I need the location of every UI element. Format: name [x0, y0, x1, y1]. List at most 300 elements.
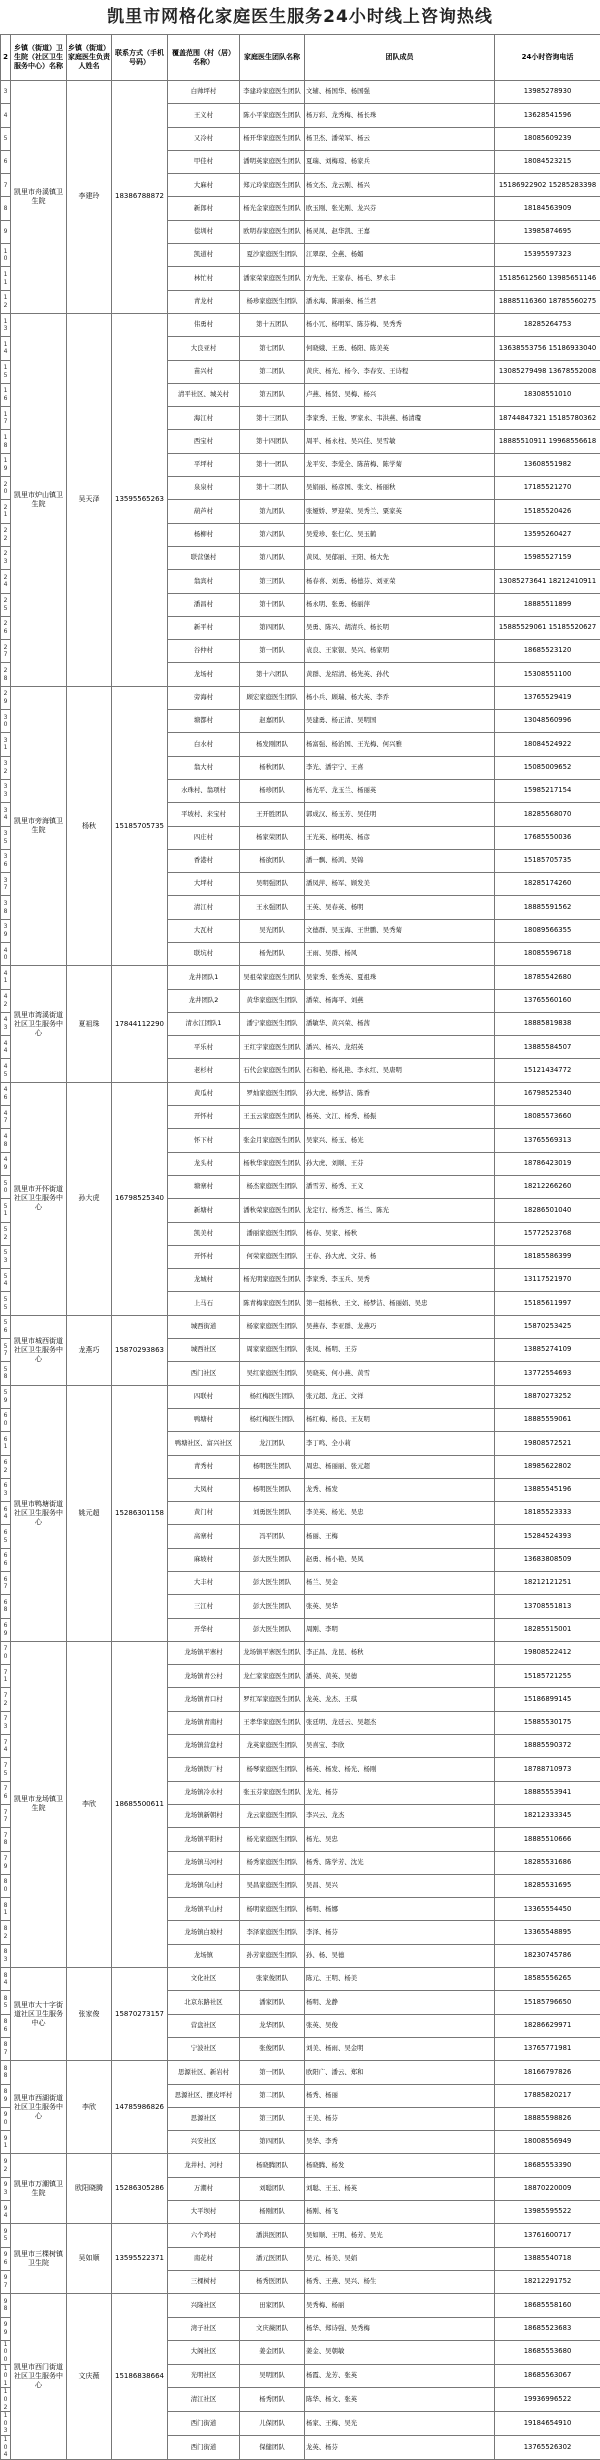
team-cell: 杨发刚团队: [240, 733, 305, 756]
team-cell: 龙华团队: [240, 2014, 305, 2037]
hotline-cell: 18230745786: [495, 1944, 600, 1967]
coverage-cell: 联营堡村: [168, 546, 240, 569]
leader-phone-cell: 15185705735: [112, 686, 168, 966]
coverage-cell: 鸭塘社区、富兴社区: [168, 1432, 240, 1455]
team-cell: 杨家荣团队: [240, 826, 305, 849]
members-cell: 吴元、杨美、吴娟: [305, 2247, 495, 2270]
team-cell: 李建玲家庭医生团队: [240, 81, 305, 104]
hotline-cell: 13708551813: [495, 1595, 600, 1618]
team-cell: 赵嘉团队: [240, 710, 305, 733]
coverage-cell: 六个鸡村: [168, 2224, 240, 2247]
coverage-cell: 龙场镇铁厂村: [168, 1758, 240, 1781]
row-number-cell: 8: [1, 197, 11, 220]
members-cell: 杨晓腾、杨发: [305, 2154, 495, 2177]
row-number-cell: 38: [1, 896, 11, 919]
members-cell: 李美英、杨光、吴忠: [305, 1502, 495, 1525]
members-cell: 李兴云、龙杰: [305, 1804, 495, 1827]
coverage-cell: 翁大村: [168, 756, 240, 779]
row-number-cell: 62: [1, 1455, 11, 1478]
team-cell: 杨秀医团队: [240, 2270, 305, 2293]
team-cell: 潘宁家庭医生团队: [240, 1012, 305, 1035]
coverage-cell: 龙场镇营盘村: [168, 1735, 240, 1758]
members-cell: 潘永海、陈丽秦、杨兰君: [305, 290, 495, 313]
hotline-cell: 13683808509: [495, 1548, 600, 1571]
hotline-cell: 18285515001: [495, 1618, 600, 1641]
row-number-cell: 56: [1, 1315, 11, 1338]
team-cell: 杨明医生团队: [240, 1478, 305, 1501]
members-cell: 郭成汉、杨玉芳、吴佳明: [305, 803, 495, 826]
row-number-cell: 34: [1, 803, 11, 826]
team-cell: 王孝华家庭医生团队: [240, 1711, 305, 1734]
hotline-cell: 18870220009: [495, 2177, 600, 2200]
coverage-cell: 苗兴村: [168, 360, 240, 383]
members-cell: 杨秀、王燕、吴兴、杨生: [305, 2270, 495, 2293]
members-cell: 李丁鸣、全小莉: [305, 1432, 495, 1455]
row-number-cell: 92: [1, 2154, 11, 2177]
team-cell: 杨先团队: [240, 942, 305, 965]
coverage-cell: 龙头村: [168, 1152, 240, 1175]
row-number-cell: 37: [1, 873, 11, 896]
members-cell: 吴华、李秀: [305, 2131, 495, 2154]
team-cell: 黄华家庭医生团队: [240, 989, 305, 1012]
coverage-cell: 龙场镇新朝村: [168, 1804, 240, 1827]
leader-phone-cell: 13595522371: [112, 2224, 168, 2294]
coverage-cell: 龙城村: [168, 1269, 240, 1292]
members-cell: 孙大虎、刘顺、王芬: [305, 1152, 495, 1175]
page-title: 凯里市网格化家庭医生服务24小时线上咨询热线: [0, 0, 600, 34]
row-number-cell: 81: [1, 1898, 11, 1921]
coverage-cell: 平坪村: [168, 453, 240, 476]
members-cell: 潘英、黄英、吴德: [305, 1665, 495, 1688]
row-number-cell: 86: [1, 2014, 11, 2037]
row-number-cell: 23: [1, 546, 11, 569]
team-cell: 第十五团队: [240, 313, 305, 336]
row-number-cell: 73: [1, 1711, 11, 1734]
row-number-cell: 5: [1, 127, 11, 150]
members-cell: 龙英、龙杰、王琪: [305, 1688, 495, 1711]
team-cell: 杨杰家庭医生团队: [240, 1175, 305, 1198]
team-cell: 吴昌家庭医生团队: [240, 1874, 305, 1897]
members-cell: 姜金、吴朝敏: [305, 2340, 495, 2364]
members-cell: 吴爱珍、张仁亿、吴玉鹤: [305, 523, 495, 546]
town-cell: 凯里市三棵树镇卫生院: [11, 2224, 67, 2294]
row-number-cell: 94: [1, 2201, 11, 2224]
row-number-cell: 47: [1, 1106, 11, 1129]
hotline-cell: 13595260427: [495, 523, 600, 546]
coverage-cell: 思源社区、摆皮坪村: [168, 2084, 240, 2107]
hotline-cell: 13885540718: [495, 2247, 600, 2270]
row-number-cell: 40: [1, 942, 11, 965]
hotline-cell: 18285568070: [495, 803, 600, 826]
leader-cell: 李欣: [67, 1641, 112, 1967]
header-town: 乡镇（街道）卫生院（社区卫生服务中心）名称: [11, 35, 67, 81]
coverage-cell: 龙场镇乌山村: [168, 1874, 240, 1897]
coverage-cell: 香港村: [168, 849, 240, 872]
leader-phone-cell: 15870273157: [112, 1968, 168, 2061]
table-row: [1, 1385, 600, 1408]
hotline-cell: 18185523333: [495, 1502, 600, 1525]
row-number-cell: 24: [1, 570, 11, 593]
row-number-cell: 75: [1, 1758, 11, 1781]
hotline-cell: 18286501040: [495, 1199, 600, 1222]
coverage-cell: 龙井团队1: [168, 966, 240, 989]
town-cell: 凯里市鸭塘街道社区卫生服务中心: [11, 1385, 67, 1641]
team-cell: 欧明春家庭医生团队: [240, 220, 305, 243]
coverage-cell: 杨柳村: [168, 523, 240, 546]
table-row: [1, 2154, 600, 2177]
members-cell: 吴建勇、杨正清、吴明国: [305, 710, 495, 733]
members-cell: 江翠琛、全燕、杨媚: [305, 244, 495, 267]
members-cell: 潘凤萍、杨军、顾发美: [305, 873, 495, 896]
town-cell: 凯里市城西街道社区卫生服务中心: [11, 1315, 67, 1385]
coverage-cell: 海江村: [168, 407, 240, 430]
row-number-cell: 64: [1, 1502, 11, 1525]
members-cell: 潘雪芳、杨秀、王义: [305, 1175, 495, 1198]
row-number-cell: 80: [1, 1874, 11, 1897]
hotline-cell: 15870253425: [495, 1315, 600, 1338]
town-cell: 凯里市龙场镇卫生院: [11, 1641, 67, 1967]
table-row: [1, 2061, 600, 2084]
row-number-cell: 99: [1, 2317, 11, 2340]
hotline-cell: 13772554693: [495, 1362, 600, 1385]
row-number-cell: 63: [1, 1478, 11, 1501]
coverage-cell: 黄瓜村: [168, 1082, 240, 1105]
members-cell: 杨刚、杨飞: [305, 2201, 495, 2224]
members-cell: 孙大虎、杨梦洁、陈香: [305, 1082, 495, 1105]
team-cell: 陈小平家庭医生团队: [240, 104, 305, 127]
row-number-cell: 61: [1, 1432, 11, 1455]
hotline-cell: 19936996522: [495, 2388, 600, 2412]
members-cell: 王光英、杨明英、杨彦: [305, 826, 495, 849]
row-number-cell: 14: [1, 337, 11, 360]
members-cell: 杨明、龙静: [305, 1991, 495, 2014]
team-cell: 张家俊团队: [240, 1968, 305, 1991]
team-cell: 杨刚团队: [240, 2201, 305, 2224]
hotline-cell: 15985217154: [495, 779, 600, 802]
coverage-cell: 凯美村: [168, 1222, 240, 1245]
row-number-cell: 72: [1, 1688, 11, 1711]
members-cell: 夏瑞、刘梅琼、杨家兵: [305, 150, 495, 173]
leader-cell: 张家俊: [67, 1968, 112, 2061]
hotline-cell: 18885591562: [495, 896, 600, 919]
row-number-cell: 35: [1, 826, 11, 849]
coverage-cell: 上马石: [168, 1292, 240, 1315]
members-cell: 杨春喜、刘勇、杨德芬、刘亚荣: [305, 570, 495, 593]
town-cell: 凯里市舟溪镇卫生院: [11, 81, 67, 314]
team-cell: 第七团队: [240, 337, 305, 360]
town-cell: 凯里市西门街道社区卫生服务中心: [11, 2294, 67, 2460]
hotline-cell: 15772523768: [495, 1222, 600, 1245]
team-cell: 彭大医生团队: [240, 1595, 305, 1618]
team-cell: 张玉芬家庭医生团队: [240, 1781, 305, 1804]
hotline-cell: 13765526302: [495, 2435, 600, 2459]
members-cell: 刘聪、王玉、杨英: [305, 2177, 495, 2200]
hotline-cell: 18885510666: [495, 1828, 600, 1851]
team-cell: 第十六团队: [240, 663, 305, 686]
row-number-cell: 91: [1, 2131, 11, 2154]
hotline-cell: 15186899145: [495, 1688, 600, 1711]
team-cell: 杨光家庭医生团队: [240, 1828, 305, 1851]
coverage-cell: 城西街道: [168, 1315, 240, 1338]
members-cell: 吴昌、吴兴: [305, 1874, 495, 1897]
members-cell: 刘美、杨雨、吴金明: [305, 2037, 495, 2060]
hotline-table: [0, 34, 600, 2460]
team-cell: 潘家团队: [240, 1991, 305, 2014]
table-row: [1, 966, 600, 989]
team-cell: 保健团队: [240, 2435, 305, 2459]
coverage-cell: 西门社区: [168, 1362, 240, 1385]
team-cell: 第一团队: [240, 640, 305, 663]
members-cell: 黄群、龙绍清、杨先英、孙代: [305, 663, 495, 686]
team-cell: 刘聪团队: [240, 2177, 305, 2200]
members-cell: 张英、吴俊: [305, 2014, 495, 2037]
team-cell: 第八团队: [240, 546, 305, 569]
coverage-cell: 光明社区: [168, 2364, 240, 2388]
row-number-cell: 65: [1, 1525, 11, 1548]
hotline-cell: 15308551100: [495, 663, 600, 686]
leader-cell: 吴天泽: [67, 313, 112, 686]
coverage-cell: 翁宾村: [168, 570, 240, 593]
row-number-cell: 102: [1, 2388, 11, 2412]
members-cell: 杨春、吴家、杨秋: [305, 1222, 495, 1245]
hotline-cell: 18285264753: [495, 313, 600, 336]
town-cell: 凯里市炉山镇卫生院: [11, 313, 67, 686]
hotline-cell: 13117521970: [495, 1269, 600, 1292]
hotline-cell: 18212266260: [495, 1175, 600, 1198]
hotline-cell: 19808572521: [495, 1432, 600, 1455]
coverage-cell: 新塘村: [168, 1199, 240, 1222]
table-row: [1, 686, 600, 709]
members-cell: 吴秀梅、杨丽: [305, 2294, 495, 2317]
row-number-cell: 49: [1, 1152, 11, 1175]
row-number-cell: 13: [1, 313, 11, 336]
members-cell: 欧玉刚、张光刚、龙兴芬: [305, 197, 495, 220]
row-number-cell: 31: [1, 733, 11, 756]
coverage-cell: 平坡村、来宝村: [168, 803, 240, 826]
hotline-cell: 18308551010: [495, 383, 600, 406]
members-cell: 李光、潘宇宁、王喜: [305, 756, 495, 779]
hotline-cell: 18870273252: [495, 1385, 600, 1408]
team-cell: 第二团队: [240, 360, 305, 383]
hotline-cell: 13638553756 15186933040: [495, 337, 600, 360]
coverage-cell: 凯道村: [168, 244, 240, 267]
members-cell: 杨红梅、杨良、王友明: [305, 1408, 495, 1431]
row-number-cell: 6: [1, 150, 11, 173]
row-number-cell: 71: [1, 1665, 11, 1688]
hotline-cell: 13985874695: [495, 220, 600, 243]
row-number-cell: 26: [1, 616, 11, 639]
coverage-cell: 联坑村: [168, 942, 240, 965]
coverage-cell: 新郎村: [168, 197, 240, 220]
hotline-cell: 13885274109: [495, 1339, 600, 1362]
members-cell: 周平、杨永柱、吴兴佳、吴雪敏: [305, 430, 495, 453]
team-cell: 杨红梅医生团队: [240, 1385, 305, 1408]
team-cell: 儿保团队: [240, 2412, 305, 2436]
hotline-cell: 18885819838: [495, 1012, 600, 1035]
row-number-cell: 96: [1, 2247, 11, 2270]
row-number-cell: 50: [1, 1175, 11, 1198]
hotline-cell: 18285531695: [495, 1874, 600, 1897]
row-number-cell: 89: [1, 2084, 11, 2107]
coverage-cell: 开怀村: [168, 1106, 240, 1129]
row-number-cell: 67: [1, 1572, 11, 1595]
members-cell: 王春、孙大虎、文芬、杨: [305, 1245, 495, 1268]
row-number-cell: 25: [1, 593, 11, 616]
coverage-cell: 新平村: [168, 616, 240, 639]
team-cell: 姜金团队: [240, 2340, 305, 2364]
members-cell: 李正昌、龙昆、杨秋: [305, 1641, 495, 1664]
hotline-cell: 15185721255: [495, 1665, 600, 1688]
leader-cell: 龙燕巧: [67, 1315, 112, 1385]
members-cell: 龙英、杨芬: [305, 2435, 495, 2459]
row-number-cell: 97: [1, 2270, 11, 2293]
team-cell: 第四团队: [240, 616, 305, 639]
members-cell: 张凤、杨明、王芬: [305, 1339, 495, 1362]
members-cell: 方先先、王家春、杨毛、罗永丰: [305, 267, 495, 290]
members-cell: 龙光、杨芬: [305, 1781, 495, 1804]
team-cell: 第二团队: [240, 2084, 305, 2107]
team-cell: 罗灿家庭医生团队: [240, 1082, 305, 1105]
hotline-cell: 18085596718: [495, 942, 600, 965]
coverage-cell: 龙场镇马河村: [168, 1851, 240, 1874]
hotline-cell: 13365554450: [495, 1898, 600, 1921]
team-cell: 第四团队: [240, 2131, 305, 2154]
row-number-cell: 87: [1, 2037, 11, 2060]
team-cell: 吴明团队: [240, 2364, 305, 2388]
row-number-cell: 10: [1, 244, 11, 267]
row-number-cell: 76: [1, 1781, 11, 1804]
coverage-cell: 青秀村: [168, 1455, 240, 1478]
hotline-cell: 18685523120: [495, 640, 600, 663]
coverage-cell: 清水江团队1: [168, 1012, 240, 1035]
team-cell: 龙英家庭医生团队: [240, 1735, 305, 1758]
row-number-cell: 82: [1, 1921, 11, 1944]
row-number-cell: 39: [1, 919, 11, 942]
hotline-cell: 13765529419: [495, 686, 600, 709]
row-number-cell: 15: [1, 360, 11, 383]
members-cell: 杨兰、吴金: [305, 1572, 495, 1595]
members-cell: 杨小兵、顾瑞、杨大英、李乔: [305, 686, 495, 709]
coverage-cell: 黄门村: [168, 1502, 240, 1525]
row-number-cell: 27: [1, 640, 11, 663]
coverage-cell: 平乐村: [168, 1036, 240, 1059]
coverage-cell: 泉泉村: [168, 477, 240, 500]
hotline-cell: 18985622802: [495, 1455, 600, 1478]
row-number-cell: 66: [1, 1548, 11, 1571]
team-cell: 田家团队: [240, 2294, 305, 2317]
members-cell: 陈华、杨文、张英: [305, 2388, 495, 2412]
members-cell: 杨文杰、龙云刚、杨兴: [305, 174, 495, 197]
hotline-cell: 15185796650: [495, 1991, 600, 2014]
team-cell: 第十二团队: [240, 477, 305, 500]
team-cell: 顾宏家庭医生团队: [240, 686, 305, 709]
members-cell: 何晓娥、王勇、杨阳、陈美英: [305, 337, 495, 360]
coverage-cell: 旁海村: [168, 686, 240, 709]
members-cell: 潘荣、杨海平、刘燕: [305, 989, 495, 1012]
team-cell: 王永强团队: [240, 896, 305, 919]
coverage-cell: 大坪村: [168, 873, 240, 896]
team-cell: 龙云家庭医生团队: [240, 1804, 305, 1827]
team-cell: 潘丽家庭医生团队: [240, 1222, 305, 1245]
table-row: [1, 1315, 600, 1338]
row-number-cell: 98: [1, 2294, 11, 2317]
hotline-cell: 15185612560 13985651146: [495, 267, 600, 290]
hotline-cell: 17685550036: [495, 826, 600, 849]
leader-phone-cell: 15870293863: [112, 1315, 168, 1385]
members-cell: 张廷明、龙廷云、吴超杰: [305, 1711, 495, 1734]
table-row: [1, 2294, 600, 2317]
hotline-cell: 17185521270: [495, 477, 600, 500]
hotline-cell: 13608551982: [495, 453, 600, 476]
header-hotline: 24小时咨询电话: [495, 35, 600, 81]
hotline-cell: 15185611997: [495, 1292, 600, 1315]
leader-phone-cell: 18386788872: [112, 81, 168, 314]
coverage-cell: 甲佳村: [168, 150, 240, 173]
team-cell: 王红宇家庭医生团队: [240, 1036, 305, 1059]
leader-cell: 文庆薇: [67, 2294, 112, 2460]
team-cell: 张俊团队: [240, 2037, 305, 2060]
hotline-cell: 18166797826: [495, 2061, 600, 2084]
members-cell: 杨华、郑诗强、吴秀梅: [305, 2317, 495, 2340]
row-number-cell: 12: [1, 290, 11, 313]
coverage-cell: 大阁社区: [168, 2340, 240, 2364]
coverage-cell: 龙场镇青南村: [168, 1711, 240, 1734]
table-row: [1, 313, 600, 336]
members-cell: 王美、杨芬: [305, 2107, 495, 2130]
team-cell: 第十四团队: [240, 430, 305, 453]
coverage-cell: 三江村: [168, 1595, 240, 1618]
leader-phone-cell: 14785986826: [112, 2061, 168, 2154]
members-cell: 第一组杨秋、王文、杨梦洁、杨丽娟、吴忠: [305, 1292, 495, 1315]
members-cell: 杨英、杨发、杨光、杨刚: [305, 1758, 495, 1781]
team-cell: 杨开华家庭医生团队: [240, 127, 305, 150]
hotline-cell: 17885820217: [495, 2084, 600, 2107]
hotline-cell: 18089566355: [495, 919, 600, 942]
hotline-cell: 13085273641 18212410911: [495, 570, 600, 593]
members-cell: 杨卫杰、潘荣军、杨云: [305, 127, 495, 150]
team-cell: 石代会家庭医生团队: [240, 1059, 305, 1082]
members-cell: 吴家秀、张秀英、夏祖珠: [305, 966, 495, 989]
team-cell: 龙江团队: [240, 1432, 305, 1455]
town-cell: 凯里市旁海镇卫生院: [11, 686, 67, 966]
coverage-cell: 大凤村: [168, 1478, 240, 1501]
coverage-cell: 塘都村: [168, 710, 240, 733]
coverage-cell: 林忙村: [168, 267, 240, 290]
coverage-cell: 龙场镇青口村: [168, 1688, 240, 1711]
leader-phone-cell: 15186838664: [112, 2294, 168, 2460]
leader-cell: 杨秋: [67, 686, 112, 966]
coverage-cell: 南花村: [168, 2247, 240, 2270]
row-number-cell: 85: [1, 1991, 11, 2014]
row-number-cell: 88: [1, 2061, 11, 2084]
coverage-cell: 营盘社区: [168, 2014, 240, 2037]
members-cell: 杨霞、龙芳、张英: [305, 2364, 495, 2388]
team-cell: 彭大医生团队: [240, 1548, 305, 1571]
team-cell: 潘秋荣家庭医生团队: [240, 1199, 305, 1222]
coverage-cell: 四联村: [168, 1385, 240, 1408]
hotline-cell: 18286629971: [495, 2014, 600, 2037]
team-cell: 王开胜团队: [240, 803, 305, 826]
hotline-cell: 15186922902 15285283398: [495, 174, 600, 197]
members-cell: 卢燕、杨贤、吴梅、杨兴: [305, 383, 495, 406]
members-cell: 杨万彩、龙秀梅、杨长珠: [305, 104, 495, 127]
coverage-cell: 清平社区、城关村: [168, 383, 240, 406]
coverage-cell: 大丰村: [168, 1572, 240, 1595]
members-cell: 杨光、吴忠: [305, 1828, 495, 1851]
row-number-cell: 48: [1, 1129, 11, 1152]
row-number-cell: 7: [1, 174, 11, 197]
members-cell: 杨小冗、杨明军、陈芬梅、吴秀秀: [305, 313, 495, 336]
